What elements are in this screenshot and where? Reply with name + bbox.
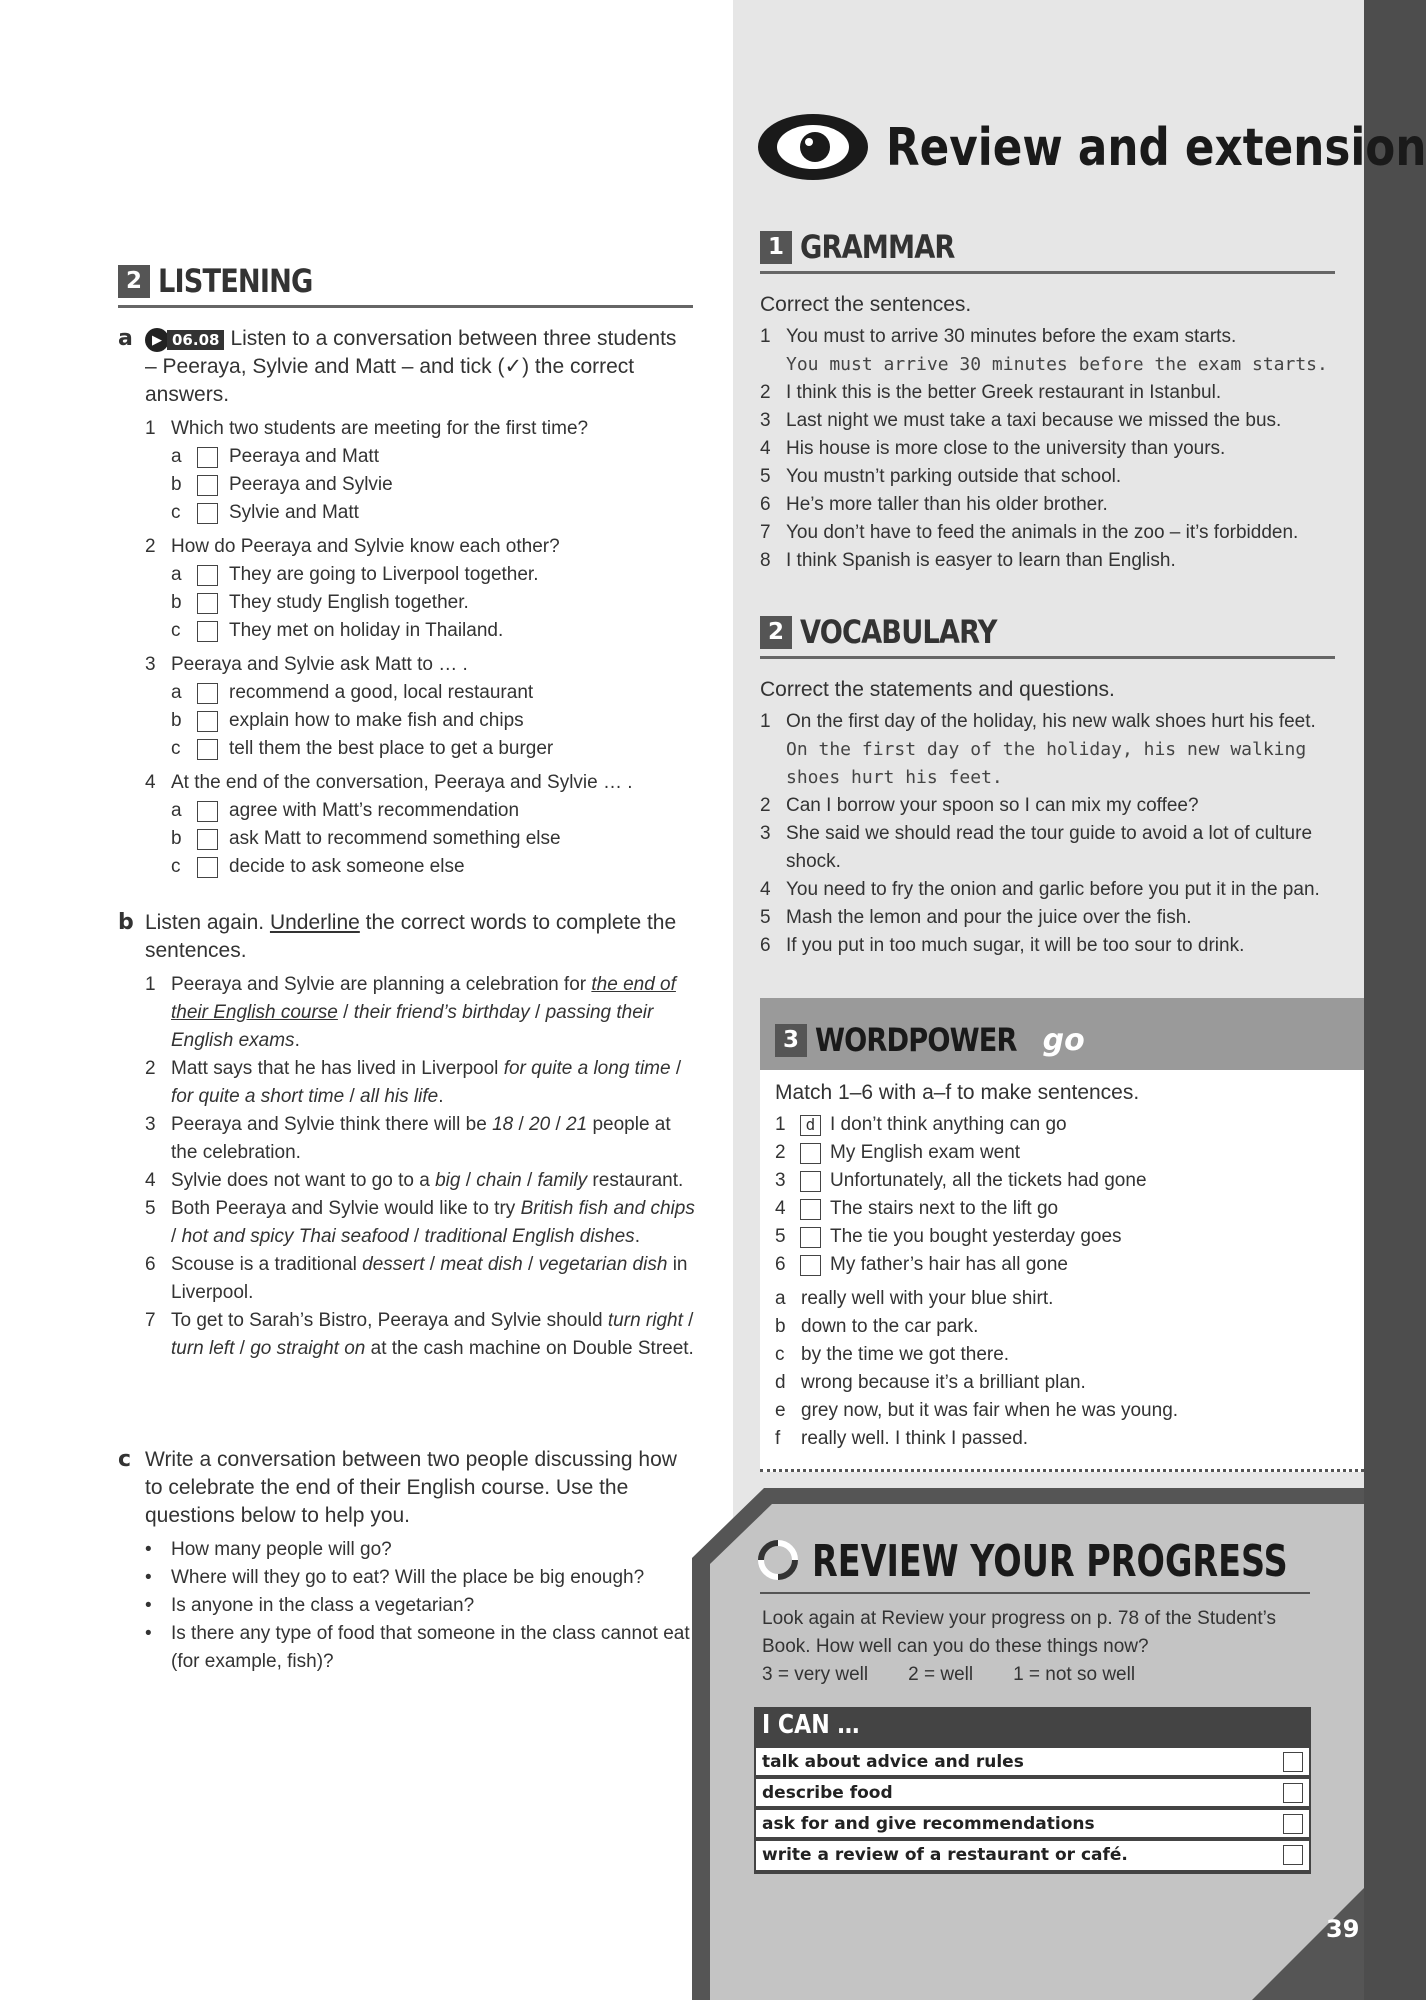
option-letter: c	[171, 502, 181, 524]
track-number: 06.08	[167, 330, 224, 350]
answer-option	[145, 825, 693, 853]
match-item	[775, 1111, 1345, 1139]
answer-option	[145, 707, 693, 735]
word-choice[interactable]: the end of their English course	[171, 974, 676, 1023]
ending-letter: f	[775, 1428, 781, 1449]
match-item	[775, 1251, 1345, 1279]
option-letter: c	[171, 620, 181, 642]
review-title: REVIEW YOUR PROGRESS	[812, 1536, 1288, 1587]
instruction: Write a conversation between two people discussing how to celebrate the end of their English course. Use the questions below to help you.	[145, 1448, 677, 1527]
tick-checkbox[interactable]	[197, 503, 218, 524]
item-text: She said we should read the tour guide to avoid a lot of culture shock.	[786, 823, 1313, 872]
answer-box[interactable]	[800, 1143, 821, 1164]
instruction: Correct the statements and questions.	[760, 678, 1115, 701]
sentence-number: 4	[145, 1170, 156, 1191]
option-letter: b	[171, 592, 182, 614]
item-number: 5	[775, 1226, 786, 1247]
sentence-item	[760, 876, 1340, 904]
item-text: You mustn’t parking outside that school.	[786, 466, 1122, 487]
wordpower-word: go	[1042, 1022, 1085, 1058]
word-choice[interactable]: passing their English exams	[171, 1002, 654, 1051]
ending-letter: d	[775, 1372, 786, 1393]
sentence-text: Scouse is a traditional	[171, 1254, 363, 1275]
bullet-item	[145, 1620, 695, 1676]
sentence-item	[760, 708, 1340, 792]
bullet-icon: •	[145, 1539, 152, 1560]
ending-letter: a	[775, 1288, 786, 1309]
bullet-text: Is there any type of food that someone in the class cannot eat (for example, fish)?	[171, 1623, 690, 1672]
rating-checkbox[interactable]	[1283, 1752, 1303, 1772]
word-choice[interactable]: 18	[492, 1114, 514, 1135]
ending-item	[775, 1369, 1345, 1397]
question-label: How do Peeraya and Sylvie know each other?	[171, 536, 560, 558]
bullet-icon: •	[145, 1595, 152, 1616]
question-label: Peeraya and Sylvie ask Matt to … .	[171, 654, 468, 676]
word-choice[interactable]: hot and spicy Thai seafood	[181, 1226, 409, 1247]
sentence-item	[760, 323, 1340, 379]
item-text: He’s more taller than his older brother.	[786, 494, 1108, 515]
vocabulary-header	[760, 613, 1031, 651]
answer-option	[145, 735, 693, 763]
section-number: 3	[775, 1024, 807, 1057]
ican-row: talk about advice and rules	[756, 1748, 1309, 1777]
answer-option	[145, 443, 693, 471]
option-text: They are going to Liverpool together.	[229, 564, 539, 586]
item-number: 1	[775, 1114, 786, 1135]
sentence-item	[760, 491, 1340, 519]
word-choice[interactable]: their friend’s birthday	[353, 1002, 530, 1023]
ending-text: wrong because it’s a brilliant plan.	[801, 1372, 1086, 1393]
sentence-text: Sylvie does not want to go to a	[171, 1170, 436, 1191]
vocabulary-list	[760, 708, 1340, 960]
option-letter: a	[171, 800, 182, 822]
sentence-item: 5 Both Peeraya and Sylvie would like to try British fish and chips / hot and spicy Thai seafood / traditional English dishes.	[145, 1195, 695, 1251]
tick-checkbox[interactable]	[197, 739, 218, 760]
sentence-item: 3 Peeraya and Sylvie think there will be 18 / 20 / 21 people at the celebration.	[145, 1111, 695, 1167]
item-number: 3	[760, 410, 771, 431]
item-text: Last night we must take a taxi because we missed the bus.	[786, 410, 1282, 431]
tick-checkbox[interactable]	[197, 621, 218, 642]
exercise-a	[145, 325, 693, 881]
item-text: My father’s hair has all gone	[830, 1254, 1068, 1275]
handwritten-answer: You must arrive 30 minutes before the exam starts.	[786, 354, 1328, 375]
sentence-item: 4 Sylvie does not want to go to a big / chain / family restaurant.	[145, 1167, 695, 1195]
item-number: 8	[760, 550, 771, 571]
ending-letter: e	[775, 1400, 786, 1421]
option-letter: c	[171, 856, 181, 878]
answer-option	[145, 853, 693, 881]
item-text: You don’t have to feed the animals in the zoo – it’s forbidden.	[786, 522, 1299, 543]
question-number: 3	[145, 654, 156, 676]
option-letter: a	[171, 446, 182, 468]
sentence-number: 3	[145, 1114, 156, 1135]
answer-box[interactable]: d	[800, 1115, 821, 1136]
play-icon: ▶	[145, 328, 169, 352]
option-letter: b	[171, 710, 182, 732]
item-text: His house is more close to the university than yours.	[786, 438, 1226, 459]
sentence-item: 1 Peeraya and Sylvie are planning a celebration for the end of their English course / their friend’s birthday / passing their English exams.	[145, 971, 695, 1055]
sentence-text: Both Peeraya and Sylvie would like to try	[171, 1198, 521, 1219]
question-label: Which two students are meeting for the first time?	[171, 418, 589, 440]
match-start-list	[775, 1111, 1345, 1279]
grammar-list	[760, 323, 1340, 575]
option-letter: b	[171, 828, 182, 850]
sentence-item	[760, 379, 1340, 407]
question-text	[145, 533, 693, 561]
instruction: Match 1–6 with a–f to make sentences.	[775, 1081, 1140, 1104]
match-item	[775, 1223, 1345, 1251]
sentence-item	[760, 932, 1340, 960]
word-choice[interactable]: go straight on	[250, 1338, 366, 1359]
answer-option	[145, 589, 693, 617]
rating-checkbox[interactable]	[1283, 1783, 1303, 1803]
tick-checkbox[interactable]	[197, 565, 218, 586]
word-choice[interactable]: chain	[476, 1170, 522, 1191]
exercise-c	[145, 1446, 695, 1676]
option-text: recommend a good, local restaurant	[229, 682, 534, 704]
wordpower-exercise	[775, 1079, 1345, 1453]
item-number: 4	[760, 438, 771, 459]
sentence-text: Peeraya and Sylvie think there will be	[171, 1114, 493, 1135]
tick-checkbox[interactable]	[197, 475, 218, 496]
grammar-exercise	[760, 291, 1340, 575]
bullet-icon: •	[145, 1623, 152, 1644]
word-choice[interactable]: turn right	[607, 1310, 683, 1331]
sentence-number: 5	[145, 1198, 156, 1219]
question	[145, 651, 693, 763]
item-text: My English exam went	[830, 1142, 1021, 1163]
question-number: 1	[145, 418, 156, 440]
item-text: Can I borrow your spoon so I can mix my coffee?	[786, 795, 1199, 816]
ending-letter: c	[775, 1344, 785, 1365]
item-text: I think this is the better Greek restaurant in Istanbul.	[786, 382, 1222, 403]
tick-checkbox[interactable]	[197, 801, 218, 822]
question-text	[145, 415, 693, 443]
word-choice[interactable]: British fish and chips	[520, 1198, 695, 1219]
grammar-header	[760, 228, 982, 266]
word-choice[interactable]: for quite a short time	[171, 1086, 345, 1107]
sentence-number: 2	[145, 1058, 156, 1079]
question	[145, 533, 693, 645]
sentence-text: in Liverpool.	[171, 1254, 688, 1303]
option-text: tell them the best place to get a burger	[229, 738, 554, 760]
item-text: Unfortunately, all the tickets had gone	[830, 1170, 1147, 1191]
sentence-number: 6	[145, 1254, 156, 1275]
review-text: Look again at Review your progress on p. 78 of the Student’s Book. How well can you do these things now? 3 = very well 2 = well 1 = not so well	[762, 1605, 1317, 1689]
section-title: VOCABULARY	[800, 613, 997, 651]
divider	[118, 305, 693, 308]
answer-box[interactable]	[800, 1255, 821, 1276]
ican-row: describe food	[756, 1779, 1309, 1808]
ending-item	[775, 1397, 1345, 1425]
eye-logo-icon	[757, 112, 869, 187]
item-text: I don’t think anything can go	[830, 1114, 1067, 1135]
ican-row: ask for and give recommendations	[756, 1810, 1309, 1839]
ending-text: really well with your blue shirt.	[801, 1288, 1054, 1309]
bullet-list	[145, 1536, 695, 1676]
item-number: 2	[760, 795, 771, 816]
question	[145, 769, 693, 881]
sentence-text: .	[634, 1226, 640, 1247]
question-number: 4	[145, 772, 156, 794]
sentence-item: 7 To get to Sarah’s Bistro, Peeraya and Sylvie should turn right / turn left / go straight on at the cash machine on Double Street.	[145, 1307, 695, 1363]
sentence-item	[760, 820, 1340, 876]
divider	[760, 1592, 1310, 1594]
item-number: 6	[760, 494, 771, 515]
question-list	[145, 415, 693, 881]
exercise-letter: b	[118, 910, 134, 935]
item-number: 1	[760, 326, 771, 347]
sentence-item	[760, 519, 1340, 547]
tick-checkbox[interactable]	[197, 593, 218, 614]
option-text: Sylvie and Matt	[229, 502, 359, 524]
bullet-text: Is anyone in the class a vegetarian?	[171, 1595, 475, 1616]
tick-checkbox[interactable]	[197, 829, 218, 850]
section-number: 2	[118, 265, 150, 298]
ending-item	[775, 1341, 1345, 1369]
answer-option	[145, 471, 693, 499]
page-title: Review and extension	[886, 118, 1426, 178]
rating-checkbox[interactable]	[1283, 1845, 1303, 1865]
option-text: decide to ask someone else	[229, 856, 465, 878]
item-number: 3	[760, 823, 771, 844]
word-choice[interactable]: traditional English dishes	[424, 1226, 635, 1247]
sentence-item	[760, 407, 1340, 435]
item-number: 5	[760, 466, 771, 487]
item-number: 4	[775, 1198, 786, 1219]
question-label: At the end of the conversation, Peeraya and Sylvie … .	[171, 772, 633, 794]
option-text: Peeraya and Sylvie	[229, 474, 393, 496]
bullet-icon: •	[145, 1567, 152, 1588]
word-choice[interactable]: meat dish	[440, 1254, 523, 1275]
ending-text: really well. I think I passed.	[801, 1428, 1029, 1449]
sentence-text: .	[294, 1030, 300, 1051]
ending-item	[775, 1313, 1345, 1341]
sentence-number: 7	[145, 1310, 156, 1331]
section-title: GRAMMAR	[800, 228, 955, 266]
sentence-text: Peeraya and Sylvie are planning a celebration for	[171, 974, 592, 995]
answer-option	[145, 561, 693, 589]
question-text	[145, 769, 693, 797]
answer-option	[145, 499, 693, 527]
item-number: 3	[775, 1170, 786, 1191]
sentence-text: restaurant.	[587, 1170, 684, 1191]
sentence-text: people at the celebration.	[171, 1114, 671, 1163]
answer-box[interactable]	[800, 1171, 821, 1192]
option-letter: b	[171, 474, 182, 496]
ican-row: write a review of a restaurant or café.	[756, 1841, 1309, 1870]
instruction: Correct the sentences.	[760, 293, 972, 316]
option-text: Peeraya and Matt	[229, 446, 379, 468]
word-choice[interactable]: family	[537, 1170, 588, 1191]
word-choice[interactable]: turn left	[171, 1338, 235, 1359]
exercise-letter: c	[118, 1447, 132, 1472]
sentence-text: at the cash machine on Double Street.	[365, 1338, 694, 1359]
sentence-item	[760, 435, 1340, 463]
item-number: 5	[760, 907, 771, 928]
option-text: agree with Matt’s recommendation	[229, 800, 520, 822]
instruction	[145, 325, 693, 409]
listening-header	[118, 262, 340, 300]
bullet-item	[145, 1536, 695, 1564]
question-number: 2	[145, 536, 156, 558]
refresh-icon	[755, 1537, 801, 1588]
option-text: They study English together.	[229, 592, 469, 614]
bullet-item	[145, 1564, 695, 1592]
word-choice[interactable]: vegetarian dish	[538, 1254, 668, 1275]
audio-badge[interactable]	[145, 325, 224, 353]
option-text: explain how to make fish and chips	[229, 710, 524, 732]
instruction-text: Listen to a conversation between three students – Peeraya, Sylvie and Matt – and tick (✓) the correct answers.	[145, 327, 677, 407]
option-text: ask Matt to recommend something else	[229, 828, 561, 850]
item-number: 6	[775, 1254, 786, 1275]
ending-item	[775, 1425, 1345, 1453]
section-title: LISTENING	[158, 262, 313, 300]
item-text: I think Spanish is easyer to learn than English.	[786, 550, 1176, 571]
word-choice[interactable]: big	[435, 1170, 461, 1191]
tick-checkbox[interactable]	[197, 447, 218, 468]
sentence-item	[760, 463, 1340, 491]
match-item	[775, 1139, 1345, 1167]
word-choice[interactable]: for quite a long time	[503, 1058, 671, 1079]
sentence-list	[145, 971, 695, 1363]
item-text: The stairs next to the lift go	[830, 1198, 1059, 1219]
item-number: 2	[760, 382, 771, 403]
answer-box[interactable]	[800, 1227, 821, 1248]
sentence-item	[760, 547, 1340, 575]
ending-letter: b	[775, 1316, 786, 1337]
item-text: You must to arrive 30 minutes before the exam starts.	[786, 326, 1237, 347]
option-text: They met on holiday in Thailand.	[229, 620, 504, 642]
item-number: 2	[775, 1142, 786, 1163]
question	[145, 415, 693, 527]
sentence-item: 6 Scouse is a traditional dessert / meat dish / vegetarian dish in Liverpool.	[145, 1251, 695, 1307]
sentence-item	[760, 904, 1340, 932]
handwritten-answer: On the first day of the holiday, his new walking shoes hurt his feet.	[786, 739, 1307, 788]
option-letter: a	[171, 564, 182, 586]
answer-option	[145, 797, 693, 825]
divider	[760, 271, 1335, 274]
rating-checkbox[interactable]	[1283, 1814, 1303, 1834]
section-number: 1	[760, 231, 792, 264]
divider	[760, 656, 1335, 659]
answer-option	[145, 679, 693, 707]
sentence-number: 1	[145, 974, 156, 995]
rating-scale: 3 = very well 2 = well 1 = not so well	[762, 1664, 1136, 1685]
question-text	[145, 651, 693, 679]
item-number: 4	[760, 879, 771, 900]
bullet-item	[145, 1592, 695, 1620]
word-choice[interactable]: dessert	[362, 1254, 425, 1275]
match-item	[775, 1167, 1345, 1195]
match-item	[775, 1195, 1345, 1223]
item-number: 1	[760, 711, 771, 732]
ending-text: by the time we got there.	[801, 1344, 1010, 1365]
ending-item	[775, 1285, 1345, 1313]
ican-header: I CAN …	[762, 1710, 860, 1740]
ending-text: grey now, but it was fair when he was young.	[801, 1400, 1179, 1421]
wordpower-header	[775, 1021, 1085, 1059]
bullet-text: Where will they go to eat? Will the place be big enough?	[171, 1567, 645, 1588]
sentence-text: .	[438, 1086, 444, 1107]
exercise-b	[145, 909, 695, 1363]
section-title: WORDPOWER	[815, 1021, 1017, 1059]
item-number: 7	[760, 522, 771, 543]
item-text: If you put in too much sugar, it will be too sour to drink.	[786, 935, 1245, 956]
tick-checkbox[interactable]	[197, 683, 218, 704]
item-text: The tie you bought yesterday goes	[830, 1226, 1122, 1247]
word-choice[interactable]: 21	[566, 1114, 588, 1135]
bullet-text: How many people will go?	[171, 1539, 392, 1560]
sentence-item	[760, 792, 1340, 820]
item-number: 6	[760, 935, 771, 956]
page-number: 39	[1326, 1915, 1360, 1943]
vocabulary-exercise	[760, 676, 1340, 960]
item-text: You need to fry the onion and garlic before you put it in the pan.	[786, 879, 1320, 900]
match-end-list	[775, 1285, 1345, 1453]
sentence-item: 2 Matt says that he has lived in Liverpool for quite a long time / for quite a short time / all his life.	[145, 1055, 695, 1111]
word-choice[interactable]: 20	[529, 1114, 551, 1135]
exercise-letter: a	[118, 326, 133, 351]
sentence-text: To get to Sarah’s Bistro, Peeraya and Sylvie should	[171, 1310, 608, 1331]
answer-box[interactable]	[800, 1199, 821, 1220]
tick-checkbox[interactable]	[197, 711, 218, 732]
option-letter: c	[171, 738, 181, 760]
item-text: Mash the lemon and pour the juice over the fish.	[786, 907, 1192, 928]
ending-text: down to the car park.	[801, 1316, 979, 1337]
section-number: 2	[760, 616, 792, 649]
sentence-text: Matt says that he has lived in Liverpool	[171, 1058, 504, 1079]
word-choice[interactable]: all his life	[360, 1086, 439, 1107]
tick-checkbox[interactable]	[197, 857, 218, 878]
item-text: On the first day of the holiday, his new walk shoes hurt his feet.	[786, 711, 1316, 732]
option-letter: a	[171, 682, 182, 704]
instruction: Listen again. Underline the correct words to complete the sentences.	[145, 911, 677, 962]
answer-option	[145, 617, 693, 645]
page-edge-bar	[1364, 0, 1426, 2000]
